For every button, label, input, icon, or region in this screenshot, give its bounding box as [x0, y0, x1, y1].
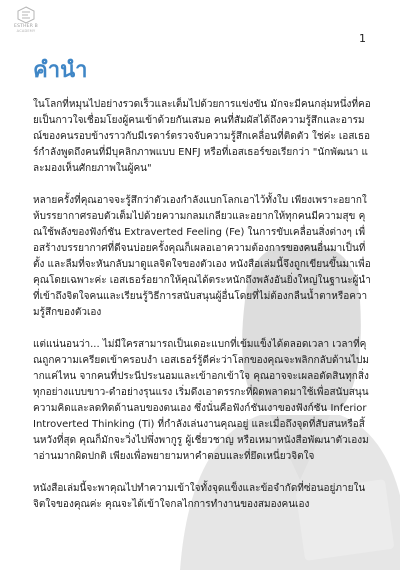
- paragraph-3: แต่แน่นอนว่า... ไม่มีใครสามารถเป็นเดอะแบกที่เข้มแข็งได้ตลอดเวลา เวลาที่คุณถูกความเครียดเข้าครอบงำ เอสเธอร์รู้ดีค่ะว่าโลกของคุณจะพลิกกลับด้านไปมากแค่ไหน จากคนที่ประนีประนอมและเข้าอกเข้าใจ คุณอาจจะเผลอตัดสินทุกสิ่งทุกอย่างแบบขาว-ดำอย่างรุนแรง เริ่มดึงเอาตรรกะที่ผิดพลาดมาใช้เพื่อสนับสนุนความคิดและลดทิดด้านลบของตนเอง ซึ่งนั่นคือฟังก์ชันเงาของฟังก์ชัน Inferior Introverted Thinking (Ti) ที่กำลังเล่นงานคุณอยู่ และเมื่อถึงจุดที่สับสนหรือสิ้นหวังที่สุด คุณก็มักจะวิ่งไปพึ่งพากูรู ผู้เชี่ยวชาญ หรือเหมาหนังสือพัฒนาตัวเองมาอ่านมากผิดปกติ เพียงเพื่อพยายามหาคำตอบและที่ยึดเหนี่ยวจิตใจ: [33, 339, 369, 462]
- paragraph-1: ในโลกที่หมุนไปอย่างรวดเร็วและเต็มไปด้วยการแข่งขัน มักจะมีคนกลุ่มหนึ่งที่คอยเป็นกาวใจเชื่อมโยงผู้คนเข้าด้วยกันเสมอ คนที่สัมผัสได้ถึงความรู้สึกและอารมณ์ของคนรอบข้างราวกับมีเรดาร์ตรวจจับความรู้สึกเคลื่อนที่ติดตัว ใช่ค่ะ เอสเธอร์กำลังพูดถึงคนที่มีบุคลิกภาพแบบ ENFJ หรือที่เอสเธอร์ขอเรียกว่า "นักพัฒนา และมองเห็นศักยภาพในผู้คน": [33, 99, 371, 174]
- brand-logo: [8, 6, 44, 36]
- page-number: 1: [359, 32, 366, 45]
- paragraph-2: หลายครั้งที่คุณอาจจะรู้สึกว่าตัวเองกำลังแบกโลกเอาไว้ทั้งใบ เพียงเพราะอยากให้บรรยากาศรอบตัวเต็มไปด้วยความกลมเกลียวและอยากให้ทุกคนมีความสุข คุณใช้พลังของฟังก์ชัน Extraverted Feeling (Fe) ในการขับเคลื่อนสิ่งต่างๆ เพื่อสร้างบรรยากาศที่ดีจนบ่อยครั้งคุณก็เผลอเอาความต้องการของคนอื่นมาเป็นที่ตั้ง และลืมที่จะหันกลับมาดูแลจิตใจของตัวเอง หนังสือเล่มนี้จึงถูกเขียนขึ้นมาเพื่อคุณโดยเฉพาะค่ะ เอสเธอร์อยากให้คุณได้ตระหนักถึงพลังอันยิ่งใหญ่ในฐานะผู้นำที่เข้าถึงจิตใจคนและเรียนรู้วิธีการสนับสนุนผู้อื่นโดยที่ไม่ต้องกลืนน้ำตาหรือความรู้สึกของตัวเอง: [33, 195, 371, 318]
- paragraph-4: หนังสือเล่มนี้จะพาคุณไปทำความเข้าใจทั้งจุดแข็งและข้อจำกัดที่ซ่อนอยู่ภายในจิตใจของคุณค่ะ คุณจะได้เข้าใจกลไกการทำงานของสมองคนเอง: [33, 483, 366, 510]
- logo-tagline: ACADEMY: [16, 29, 36, 33]
- logo-mark-icon: [16, 6, 36, 24]
- page-title: คำนำ: [33, 58, 88, 83]
- preface-content: [33, 97, 371, 529]
- logo-name: ESTHER B: [14, 24, 38, 29]
